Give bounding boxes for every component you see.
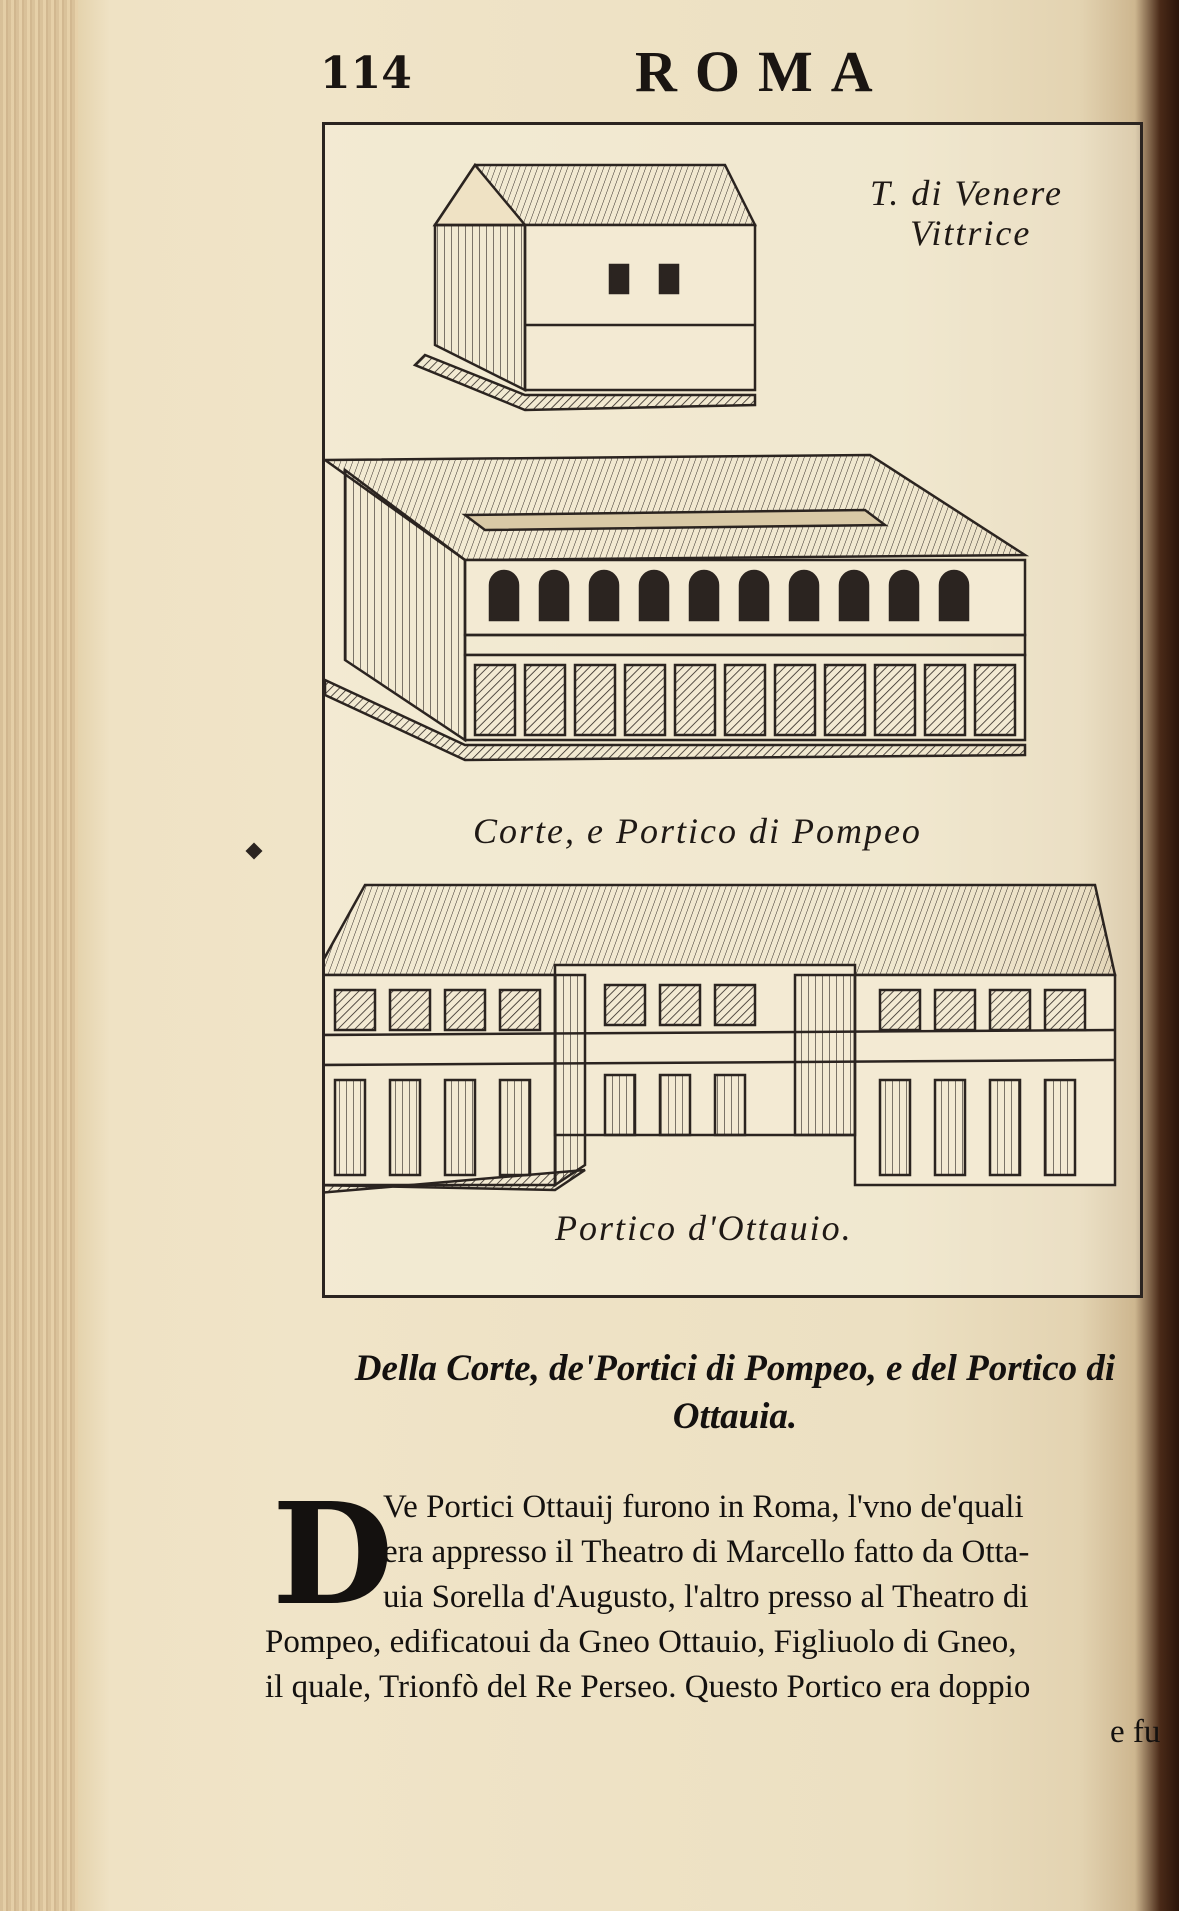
page-edge [0, 0, 78, 1911]
woodcut-plate [322, 122, 1143, 1298]
body-line-6: e fu [1110, 1714, 1161, 1750]
section-caption [310, 1345, 1160, 1441]
body-line-1: Ve Portici Ottauij furono in Roma, l'vno de'quali [383, 1489, 1024, 1525]
woodcut-illustration [325, 125, 1140, 1295]
label-portico-ottauio: Portico d'Ottauio. [555, 1208, 853, 1248]
portico-pompeo-drawing [325, 455, 1025, 760]
body-line-5: il quale, Trionfò del Re Perseo. Questo Portico era doppio [265, 1669, 1031, 1705]
margin-mark [246, 843, 263, 860]
running-head: ROMA [635, 39, 891, 104]
label-venere-line2: Vittrice [910, 213, 1032, 253]
label-venere-line1: T. di Venere [870, 173, 1063, 213]
body-line-4: Pompeo, edificatoui da Gneo Ottauio, Figliuolo di Gneo, [265, 1624, 1017, 1660]
label-temple-venere [870, 173, 1063, 253]
portico-ottauio-drawing [325, 885, 1115, 1195]
body-line-3: uia Sorella d'Augusto, l'altro presso al Theatro di [383, 1579, 1029, 1615]
label-portico-pompeo: Corte, e Portico di Pompeo [473, 811, 922, 851]
page-header [320, 38, 920, 108]
page-number: 114 [320, 48, 412, 99]
caption-line-2: Ottauia. [672, 1396, 798, 1437]
caption-line-1: Della Corte, de'Portici di Pompeo, e del Portico di [354, 1348, 1116, 1389]
drop-cap: D [272, 1473, 394, 1637]
body-line-2: era appresso il Theatro di Marcello fatto da Otta- [383, 1534, 1030, 1570]
pompeo-columns [475, 665, 1015, 735]
temple-venere-drawing [415, 165, 755, 410]
